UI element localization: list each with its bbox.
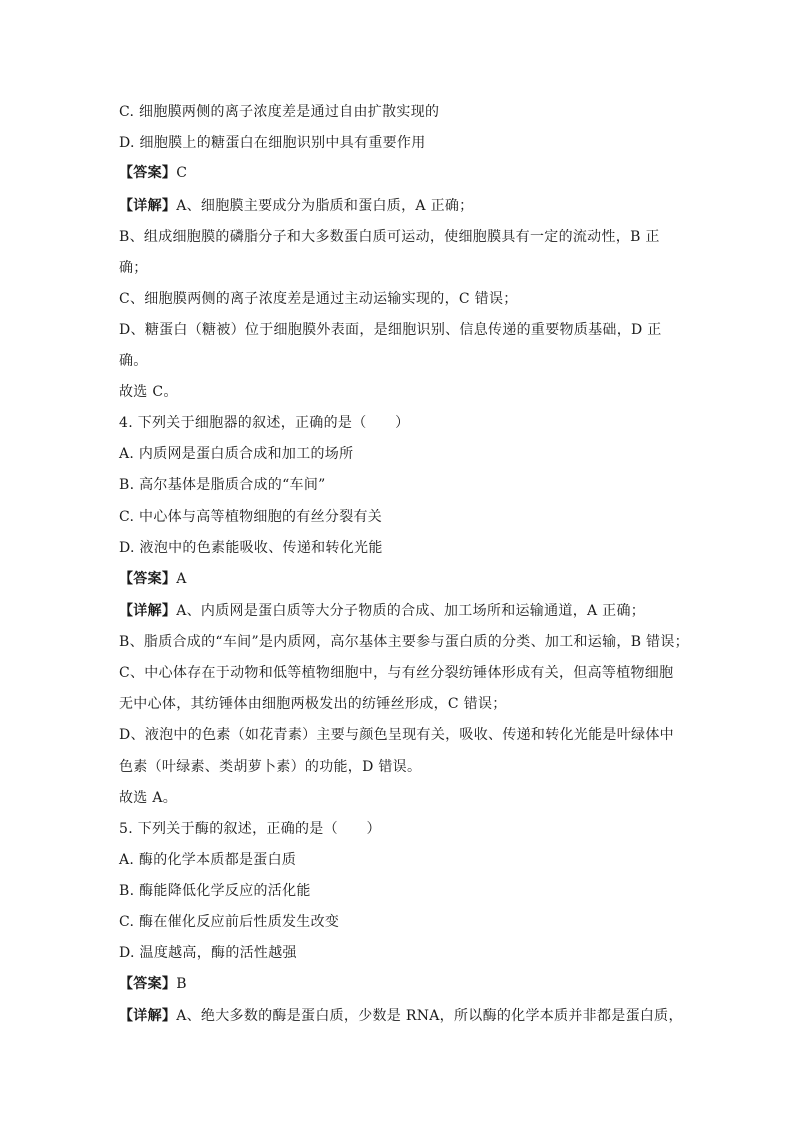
explanation-label: 【详解】 bbox=[119, 603, 177, 619]
explanation-line bbox=[119, 196, 473, 216]
explanation-text: A、细胞膜主要成分为脂质和蛋白质，A 正确； bbox=[176, 198, 474, 214]
answer-label: 【答案】 bbox=[119, 571, 177, 587]
explanation-text: B、脂质合成的“车间”是内质网，高尔基体主要参与蛋白质的分类、加工和运输，B 错误； bbox=[119, 634, 689, 650]
explanation-text: C、中心体存在于动物和低等植物细胞中，与有丝分裂纺锤体形成有关，但高等植物细胞 bbox=[119, 665, 674, 681]
question-4-stem: 4. 下列关于细胞器的叙述，正确的是（ ） bbox=[119, 415, 410, 431]
answer-value: C bbox=[176, 165, 188, 181]
explanation-text: C、细胞膜两侧的离子浓度差是通过主动运输实现的，C 错误； bbox=[119, 291, 518, 307]
option-d-text: D. 细胞膜上的糖蛋白在细胞识别中具有重要作用 bbox=[119, 135, 426, 151]
explanation-text: 确。 bbox=[119, 353, 148, 369]
answer-line bbox=[119, 974, 187, 994]
answer-line bbox=[119, 163, 187, 183]
explanation-line bbox=[119, 1006, 683, 1026]
explanation-text: 确； bbox=[119, 260, 148, 276]
option-a-text: A. 内质网是蛋白质合成和加工的场所 bbox=[119, 446, 354, 462]
explanation-text: D、液泡中的色素（如花青素）主要与颜色呈现有关，吸收、传递和转化光能是叶绿体中 bbox=[119, 727, 674, 743]
option-c-text: C. 细胞膜两侧的离子浓度差是通过自由扩散实现的 bbox=[119, 104, 440, 120]
conclusion-text: 故选 A。 bbox=[119, 790, 178, 806]
explanation-line bbox=[119, 601, 645, 621]
explanation-text: D、糖蛋白（糖被）位于细胞膜外表面，是细胞识别、信息传递的重要物质基础，D 正 bbox=[119, 322, 662, 338]
option-d-text: D. 温度越高，酶的活性越强 bbox=[119, 945, 297, 961]
explanation-text: A、内质网是蛋白质等大分子物质的合成、加工场所和运输通道，A 正确； bbox=[176, 603, 646, 619]
option-d-text: D. 液泡中的色素能吸收、传递和转化光能 bbox=[119, 540, 383, 556]
answer-value: B bbox=[176, 976, 187, 992]
explanation-text: A、绝大多数的酶是蛋白质，少数是 RNA，所以酶的化学本质并非都是蛋白质， bbox=[176, 1008, 683, 1024]
option-b-text: B. 高尔基体是脂质合成的“车间” bbox=[119, 477, 326, 493]
question-5-stem: 5. 下列关于酶的叙述，正确的是（ ） bbox=[119, 821, 381, 837]
explanation-label: 【详解】 bbox=[119, 1008, 177, 1024]
answer-label: 【答案】 bbox=[119, 165, 177, 181]
explanation-text: B、组成细胞膜的磷脂分子和大多数蛋白质可运动，使细胞膜具有一定的流动性，B 正 bbox=[119, 229, 660, 245]
answer-value: A bbox=[176, 571, 187, 587]
option-b-text: B. 酶能降低化学反应的活化能 bbox=[119, 883, 311, 899]
explanation-label: 【详解】 bbox=[119, 198, 177, 214]
answer-line bbox=[119, 569, 187, 589]
explanation-text: 无中心体，其纺锤体由细胞两极发出的纺锤丝形成，C 错误； bbox=[119, 696, 507, 712]
option-c-text: C. 酶在催化反应前后性质发生改变 bbox=[119, 914, 340, 930]
answer-label: 【答案】 bbox=[119, 976, 177, 992]
conclusion-text: 故选 C。 bbox=[119, 384, 178, 400]
option-c-text: C. 中心体与高等植物细胞的有丝分裂有关 bbox=[119, 509, 383, 525]
option-a-text: A. 酶的化学本质都是蛋白质 bbox=[119, 852, 297, 868]
explanation-text: 色素（叶绿素、类胡萝卜素）的功能，D 错误。 bbox=[119, 759, 422, 775]
